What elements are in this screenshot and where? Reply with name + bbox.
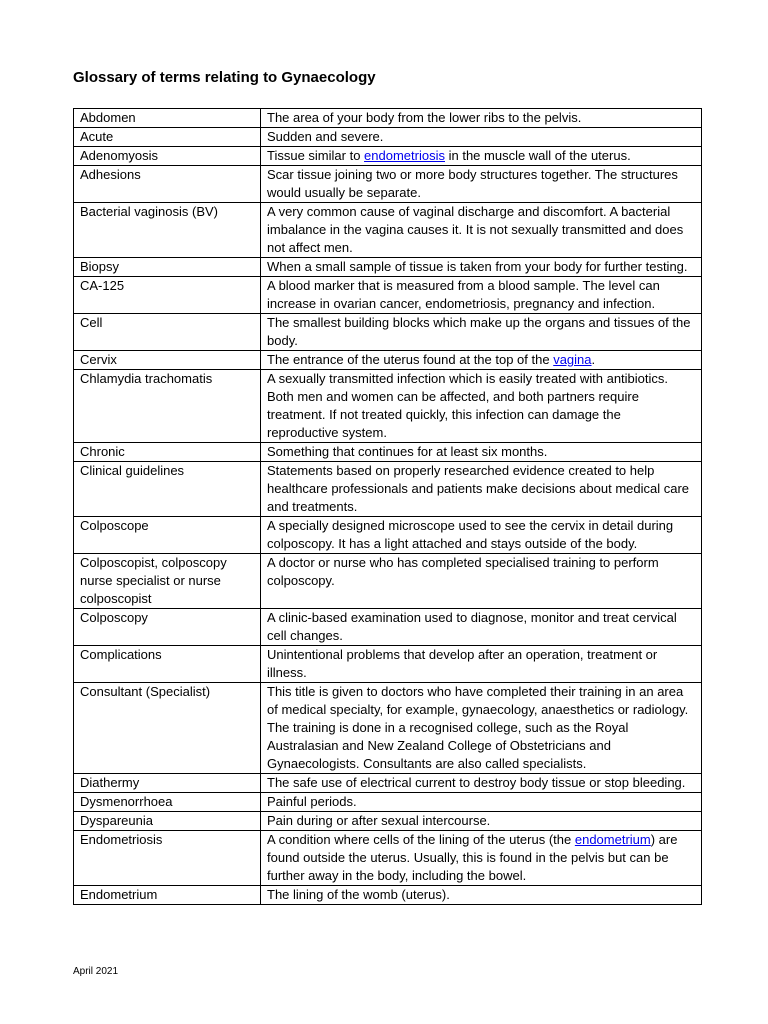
table-row [74,886,702,905]
definition-cell: A clinic-based examination used to diagnose, monitor and treat cervical cell changes. [261,609,702,646]
table-row [74,370,702,443]
term-cell: Bacterial vaginosis (BV) [74,203,261,258]
table-row [74,128,702,147]
definition-cell: Scar tissue joining two or more body structures together. The structures would usually be separate. [261,166,702,203]
term-cell: Chronic [74,443,261,462]
definition-cell: Sudden and severe. [261,128,702,147]
term-cell: Endometriosis [74,831,261,886]
definition-cell: A doctor or nurse who has completed specialised training to perform colposcopy. [261,554,702,609]
table-row [74,166,702,203]
table-row [74,277,702,314]
definition-cell: A sexually transmitted infection which is easily treated with antibiotics. Both men and women can be affected, and both partners require treatment. If not treated quickly, this infection can damage the reproductive system. [261,370,702,443]
table-row [74,258,702,277]
term-cell: Endometrium [74,886,261,905]
definition-cell [261,351,702,370]
term-cell: Diathermy [74,774,261,793]
table-row [74,203,702,258]
term-cell: Consultant (Specialist) [74,683,261,774]
definition-cell [261,831,702,886]
term-cell: Abdomen [74,109,261,128]
definition-cell: Unintentional problems that develop after an operation, treatment or illness. [261,646,702,683]
table-row [74,793,702,812]
term-cell: Adenomyosis [74,147,261,166]
definition-text: . [591,352,596,367]
term-cell: Biopsy [74,258,261,277]
vagina-link[interactable]: vagina [553,352,592,367]
definition-cell: The area of your body from the lower ribs to the pelvis. [261,109,702,128]
glossary-body [74,109,702,905]
glossary-table [73,108,702,905]
term-cell: CA-125 [74,277,261,314]
definition-cell: A specially designed microscope used to see the cervix in detail during colposcopy. It has a light attached and stays outside of the body. [261,517,702,554]
term-cell: Colposcopist, colposcopy nurse specialist or nurse colposcopist [74,554,261,609]
table-row [74,554,702,609]
table-row [74,774,702,793]
table-row [74,646,702,683]
table-row [74,831,702,886]
table-row [74,609,702,646]
term-cell: Clinical guidelines [74,462,261,517]
page-title: Glossary of terms relating to Gynaecology [73,69,376,86]
table-row [74,109,702,128]
table-row [74,147,702,166]
term-cell: Adhesions [74,166,261,203]
definition-cell: Statements based on properly researched evidence created to help healthcare professionals and patients make decisions about medical care and treatments. [261,462,702,517]
term-cell: Colposcopy [74,609,261,646]
table-row [74,351,702,370]
table-row [74,683,702,774]
definition-text: A condition where cells of the lining of the uterus (the [267,832,575,847]
definition-cell: Pain during or after sexual intercourse. [261,812,702,831]
term-cell: Acute [74,128,261,147]
table-row [74,812,702,831]
definition-cell: The safe use of electrical current to destroy body tissue or stop bleeding. [261,774,702,793]
term-cell: Chlamydia trachomatis [74,370,261,443]
definition-text: Tissue similar to [267,148,365,163]
definition-cell: When a small sample of tissue is taken from your body for further testing. [261,258,702,277]
definition-text: in the muscle wall of the uterus. [444,148,631,163]
definition-cell [261,147,702,166]
table-row [74,517,702,554]
definition-text: ) are found outside the uterus. Usually, this is found in the pelvis but can be further away in the body, including the bowel. [267,832,678,883]
table-row [74,462,702,517]
term-cell: Dyspareunia [74,812,261,831]
definition-text: The entrance of the uterus found at the top of the [267,352,554,367]
term-cell: Dysmenorrhoea [74,793,261,812]
table-row [74,443,702,462]
term-cell: Complications [74,646,261,683]
term-cell: Colposcope [74,517,261,554]
term-cell: Cell [74,314,261,351]
definition-cell: This title is given to doctors who have completed their training in an area of medical specialty, for example, gynaecology, anaesthetics or radiology. The training is done in a recognised college, such as the Royal Australasian and New Zealand College of Obstetricians and Gynaecologists. Consultants are also called specialists. [261,683,702,774]
definition-cell: Something that continues for at least six months. [261,443,702,462]
term-cell: Cervix [74,351,261,370]
definition-cell: The smallest building blocks which make up the organs and tissues of the body. [261,314,702,351]
definition-cell: A blood marker that is measured from a blood sample. The level can increase in ovarian cancer, endometriosis, pregnancy and infection. [261,277,702,314]
footer-date: April 2021 [73,966,119,977]
definition-cell: A very common cause of vaginal discharge and discomfort. A bacterial imbalance in the vagina causes it. It is not sexually transmitted and does not affect men. [261,203,702,258]
endometrium-link[interactable]: endometrium [574,832,651,847]
definition-cell: Painful periods. [261,793,702,812]
endometriosis-link[interactable]: endometriosis [364,148,445,163]
definition-cell: The lining of the womb (uterus). [261,886,702,905]
table-row [74,314,702,351]
